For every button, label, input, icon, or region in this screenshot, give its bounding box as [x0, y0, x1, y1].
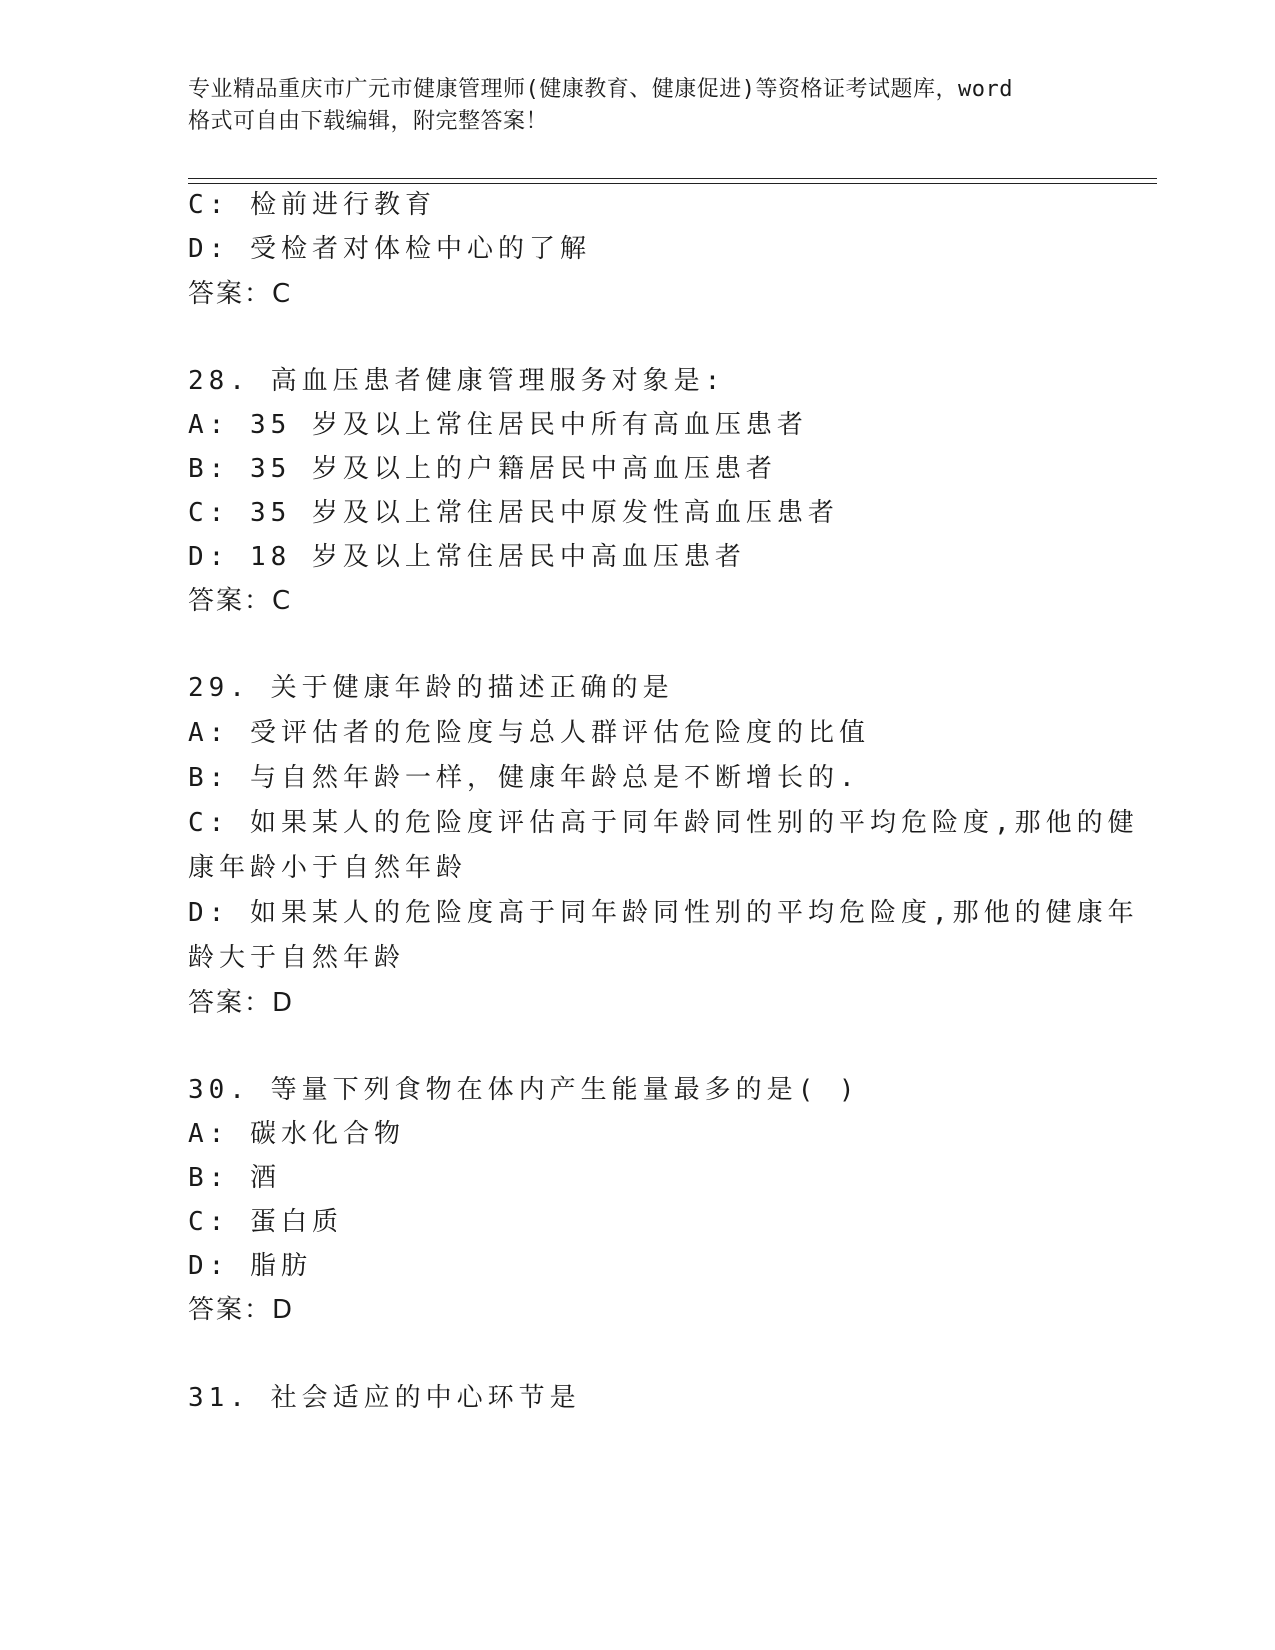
option-a-q30: A: 碳水化合物 — [188, 1119, 405, 1149]
option-c-q28: C: 35 岁及以上常住居民中原发性高血压患者 — [188, 498, 839, 528]
header-line-1: 专业精品重庆市广元市健康管理师(健康教育、健康促进)等资格证考试题库，word — [188, 77, 1013, 102]
option-b-q30: B: 酒 — [188, 1163, 281, 1193]
option-d-q29-continued: 龄大于自然年龄 — [188, 943, 406, 973]
answer-q30: 答案：D — [188, 1295, 295, 1325]
question-30: 30. 等量下列食物在体内产生能量最多的是( ) — [188, 1075, 860, 1105]
answer-q29: 答案：D — [188, 988, 295, 1018]
option-d-q30: D: 脂肪 — [188, 1251, 312, 1281]
option-a-q29: A: 受评估者的危险度与总人群评估危险度的比值 — [188, 718, 870, 748]
answer-q28: 答案：C — [188, 586, 293, 616]
question-29: 29. 关于健康年龄的描述正确的是 — [188, 673, 674, 703]
option-d-q29: D: 如果某人的危险度高于同年龄同性别的平均危险度,那他的健康年 — [188, 898, 1139, 928]
header-rule-bottom — [188, 183, 1157, 184]
option-c-q30: C: 蛋白质 — [188, 1207, 343, 1237]
answer-q27: 答案：C — [188, 279, 293, 309]
option-d-q27: D: 受检者对体检中心的了解 — [188, 234, 591, 264]
option-d-q28: D: 18 岁及以上常住居民中高血压患者 — [188, 542, 746, 572]
header-line-2: 格式可自由下载编辑，附完整答案！ — [188, 109, 549, 134]
question-28: 28. 高血压患者健康管理服务对象是: — [188, 366, 726, 396]
option-c-q29: C: 如果某人的危险度评估高于同年龄同性别的平均危险度,那他的健 — [188, 808, 1139, 838]
option-b-q29: B: 与自然年龄一样，健康年龄总是不断增长的. — [188, 763, 860, 793]
option-c-q27: C: 检前进行教育 — [188, 190, 436, 220]
option-c-q29-continued: 康年龄小于自然年龄 — [188, 853, 468, 883]
document-header — [188, 74, 1088, 138]
question-31: 31. 社会适应的中心环节是 — [188, 1383, 581, 1413]
option-a-q28: A: 35 岁及以上常住居民中所有高血压患者 — [188, 410, 808, 440]
header-rule-top — [188, 178, 1157, 179]
option-b-q28: B: 35 岁及以上的户籍居民中高血压患者 — [188, 454, 777, 484]
